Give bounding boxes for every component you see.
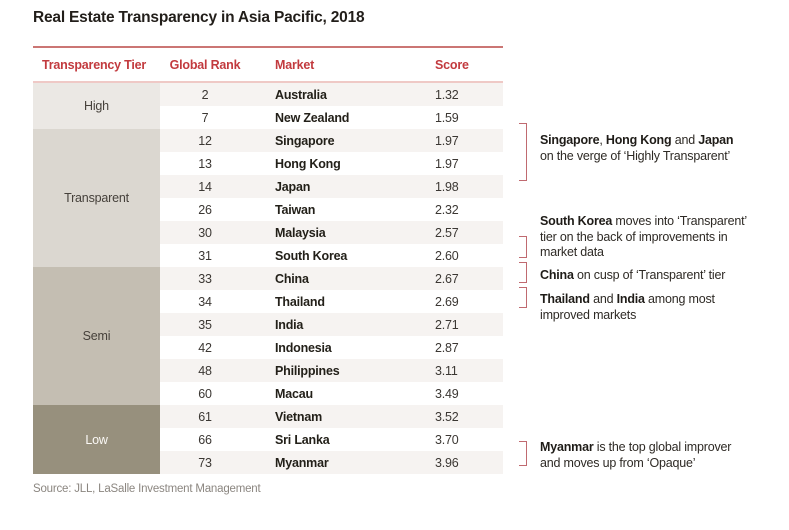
cell-score: 1.32 bbox=[435, 87, 459, 102]
cell-market: Macau bbox=[275, 386, 313, 401]
annotation-line: China on cusp of ‘Transparent’ tier bbox=[540, 268, 726, 282]
table-row bbox=[160, 198, 503, 221]
cell-market: China bbox=[275, 271, 309, 286]
cell-market: Philippines bbox=[275, 363, 340, 378]
tier-cell-transparent bbox=[33, 129, 160, 267]
cell-score: 1.97 bbox=[435, 133, 459, 148]
cell-market: Thailand bbox=[275, 294, 325, 309]
cell-score: 3.70 bbox=[435, 432, 459, 447]
column-header-tier: Transparency Tier bbox=[42, 57, 147, 72]
cell-rank: 73 bbox=[198, 455, 212, 470]
cell-rank: 2 bbox=[201, 87, 209, 102]
bracket-china bbox=[519, 262, 527, 283]
table-body bbox=[33, 83, 503, 474]
cell-score: 2.60 bbox=[435, 248, 459, 263]
tier-label: High bbox=[84, 99, 109, 113]
table-row bbox=[160, 152, 503, 175]
annotation-myanmar bbox=[540, 440, 786, 471]
cell-score: 1.97 bbox=[435, 156, 459, 171]
annotation-line: Myanmar is the top global improver bbox=[540, 440, 732, 454]
cell-score: 2.32 bbox=[435, 202, 459, 217]
cell-score: 2.71 bbox=[435, 317, 459, 332]
table-row bbox=[160, 106, 503, 129]
table-row bbox=[160, 244, 503, 267]
cell-rank: 14 bbox=[198, 179, 212, 194]
cell-score: 3.11 bbox=[435, 363, 458, 378]
cell-rank: 66 bbox=[198, 432, 212, 447]
tier-label: Transparent bbox=[64, 191, 129, 205]
cell-rank: 35 bbox=[198, 317, 212, 332]
table-row bbox=[160, 451, 503, 474]
cell-rank: 30 bbox=[198, 225, 212, 240]
cell-score: 2.87 bbox=[435, 340, 459, 355]
table-row bbox=[160, 83, 503, 106]
transparency-table bbox=[33, 46, 503, 474]
cell-score: 1.98 bbox=[435, 179, 459, 194]
cell-market: South Korea bbox=[275, 248, 348, 263]
cell-rank: 7 bbox=[201, 110, 209, 125]
column-header-score: Score bbox=[435, 57, 469, 72]
annotation-china bbox=[540, 268, 786, 284]
tier-label: Low bbox=[85, 432, 108, 447]
cell-rank: 13 bbox=[198, 156, 212, 171]
table-row bbox=[160, 359, 503, 382]
bracket-myanmar bbox=[519, 441, 527, 466]
cell-market: Hong Kong bbox=[275, 156, 341, 171]
cell-rank: 33 bbox=[198, 271, 212, 286]
annotation-line: and moves up from ‘Opaque’ bbox=[540, 455, 696, 470]
page-title: Real Estate Transparency in Asia Pacific, 2018 bbox=[33, 9, 365, 26]
tier-column bbox=[33, 83, 160, 474]
cell-market: Australia bbox=[275, 87, 327, 102]
annotation-singapore-hongkong-japan bbox=[540, 133, 786, 164]
table-row bbox=[160, 267, 503, 290]
cell-rank: 48 bbox=[198, 363, 212, 378]
tier-cell-low bbox=[33, 405, 160, 474]
table-row bbox=[160, 290, 503, 313]
cell-market: India bbox=[275, 317, 304, 332]
rows-area bbox=[160, 83, 503, 474]
cell-rank: 31 bbox=[198, 248, 212, 263]
table-row bbox=[160, 313, 503, 336]
tier-cell-semi bbox=[33, 267, 160, 405]
bracket-south-korea bbox=[519, 236, 527, 258]
cell-market: Myanmar bbox=[275, 455, 329, 470]
table-header-row bbox=[33, 48, 503, 81]
table-row bbox=[160, 405, 503, 428]
table-row bbox=[160, 428, 503, 451]
annotation-line: market data bbox=[540, 245, 604, 259]
cell-market: Malaysia bbox=[275, 225, 326, 240]
annotation-line: on the verge of ‘Highly Transparent’ bbox=[540, 148, 731, 163]
cell-score: 1.59 bbox=[435, 110, 459, 125]
cell-market: New Zealand bbox=[275, 110, 350, 125]
table-row bbox=[160, 221, 503, 244]
tier-cell-high bbox=[33, 83, 160, 129]
column-header-market: Market bbox=[275, 57, 315, 72]
bracket-singapore-hongkong-japan bbox=[519, 123, 527, 181]
cell-market: Taiwan bbox=[275, 202, 316, 217]
annotation-line: Singapore, Hong Kong and Japan bbox=[540, 133, 734, 147]
annotation-line: tier on the back of improvements in bbox=[540, 229, 728, 244]
annotation-line: Thailand and India among most bbox=[540, 292, 715, 306]
cell-market: Sri Lanka bbox=[275, 432, 330, 447]
cell-market: Indonesia bbox=[275, 340, 332, 355]
cell-market: Vietnam bbox=[275, 409, 323, 424]
cell-market: Singapore bbox=[275, 133, 335, 148]
tier-label: Semi bbox=[82, 329, 111, 343]
source-note: Source: JLL, LaSalle Investment Management bbox=[33, 483, 261, 495]
cell-market: Japan bbox=[275, 179, 311, 194]
cell-score: 2.69 bbox=[435, 294, 459, 309]
cell-rank: 12 bbox=[198, 133, 212, 148]
cell-score: 2.57 bbox=[435, 225, 459, 240]
annotation-line: South Korea moves into ‘Transparent’ bbox=[540, 214, 747, 228]
column-header-global-rank: Global Rank bbox=[169, 57, 241, 72]
annotation-south-korea bbox=[540, 214, 786, 261]
table-row bbox=[160, 129, 503, 152]
cell-score: 3.96 bbox=[435, 455, 459, 470]
table-row bbox=[160, 336, 503, 359]
cell-rank: 61 bbox=[198, 409, 212, 424]
cell-score: 2.67 bbox=[435, 271, 459, 286]
cell-rank: 42 bbox=[198, 340, 212, 355]
cell-score: 3.49 bbox=[435, 386, 459, 401]
annotation-line: improved markets bbox=[540, 307, 637, 322]
cell-rank: 26 bbox=[198, 202, 212, 217]
cell-score: 3.52 bbox=[435, 409, 459, 424]
cell-rank: 60 bbox=[198, 386, 212, 401]
table-row bbox=[160, 382, 503, 405]
table-row bbox=[160, 175, 503, 198]
bracket-thailand-india bbox=[519, 287, 527, 308]
annotation-thailand-india bbox=[540, 292, 786, 323]
cell-rank: 34 bbox=[198, 294, 212, 309]
